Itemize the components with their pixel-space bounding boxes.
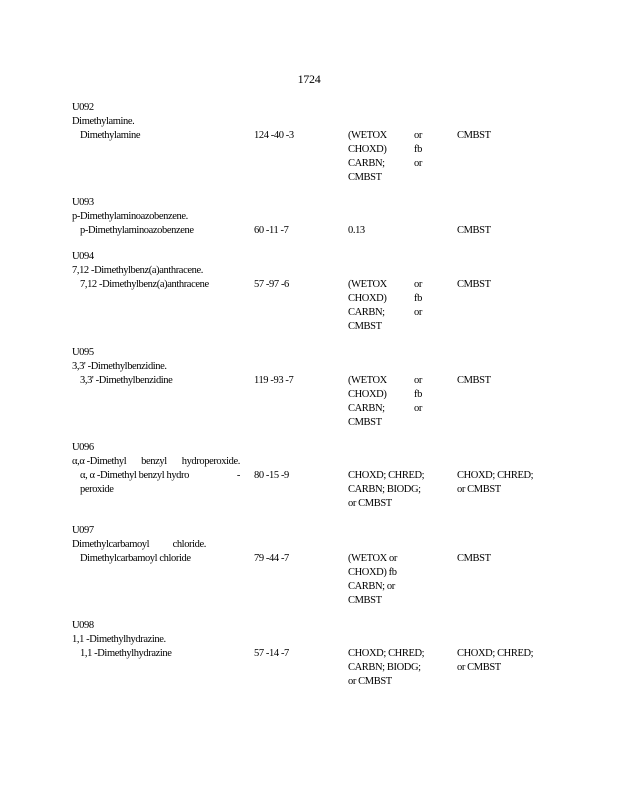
waste-code: U097 xyxy=(72,525,94,536)
wastewater-standard xyxy=(348,469,425,511)
chemical-name-line-1: 7,12 -Dimethylbenz(a)anthracene xyxy=(80,279,209,290)
chemical-heading: 3,3' -Dimethylbenzidine. xyxy=(72,361,167,372)
chemical-heading: Dimethylamine. xyxy=(72,116,135,127)
nonwastewater-line-1: CMBST xyxy=(457,225,491,236)
wastewater-line-2 xyxy=(348,292,422,306)
chemical-name xyxy=(80,374,172,388)
wastewater-line-3: CARBN; or xyxy=(348,581,395,592)
wastewater-line-1-part-2: or xyxy=(414,375,422,386)
wastewater-standard xyxy=(348,374,422,430)
waste-entry-u092 xyxy=(72,101,572,183)
wastewater-line-4: CMBST xyxy=(348,172,382,183)
chemical-heading: 7,12 -Dimethylbenz(a)anthracene. xyxy=(72,265,203,276)
chemical-name-part-1: α, α -Dimethyl benzyl hydro xyxy=(80,470,189,481)
chemical-name xyxy=(80,278,209,292)
cas-number: 57 -14 -7 xyxy=(254,648,289,659)
wastewater-line-3-part-1: CARBN; xyxy=(348,403,385,414)
wastewater-standard xyxy=(348,278,422,334)
nonwastewater-standard xyxy=(457,552,547,566)
wastewater-line-3: or CMBST xyxy=(348,498,392,509)
wastewater-line-3 xyxy=(348,157,422,171)
treatment-row xyxy=(72,647,572,687)
cas-number: 80 -15 -9 xyxy=(254,470,289,481)
waste-entry-u097 xyxy=(72,524,572,606)
chemical-heading-part-2: benzyl xyxy=(141,456,167,467)
wastewater-line-1: 0.13 xyxy=(348,225,365,236)
wastewater-line-2-part-2: fb xyxy=(414,293,422,304)
chemical-heading: p-Dimethylaminoazobenzene. xyxy=(72,211,188,222)
chemical-heading: 1,1 -Dimethylhydrazine. xyxy=(72,634,166,645)
cas-number: 119 -93 -7 xyxy=(254,375,294,386)
waste-entry-u095 xyxy=(72,346,572,428)
nonwastewater-standard xyxy=(457,374,547,388)
nonwastewater-line-2: or CMBST xyxy=(457,484,501,495)
wastewater-line-2: CARBN; BIODG; xyxy=(348,484,421,495)
chemical-heading-part-3: hydroperoxide. xyxy=(181,456,240,467)
nonwastewater-line-1: CMBST xyxy=(457,279,491,290)
wastewater-line-4: CMBST xyxy=(348,321,382,332)
chemical-name-part-2: - xyxy=(236,470,240,481)
wastewater-line-3-part-1: CARBN; xyxy=(348,307,385,318)
treatment-row xyxy=(72,278,572,332)
wastewater-line-3 xyxy=(348,306,422,320)
nonwastewater-line-2: or CMBST xyxy=(457,662,501,673)
nonwastewater-standard xyxy=(457,224,547,238)
wastewater-line-1-part-1: (WETOX xyxy=(348,279,387,290)
wastewater-line-2-part-1: CHOXD) xyxy=(348,293,387,304)
wastewater-line-3-part-2: or xyxy=(414,158,422,169)
wastewater-line-2: CHOXD) fb xyxy=(348,567,397,578)
wastewater-standard xyxy=(348,552,422,608)
chemical-name-line-1: 3,3' -Dimethylbenzidine xyxy=(80,375,173,386)
waste-code: U094 xyxy=(72,251,94,262)
wastewater-standard xyxy=(348,647,425,689)
wastewater-line-1: (WETOX or xyxy=(348,553,397,564)
wastewater-standard xyxy=(348,224,422,238)
wastewater-line-1-part-2: or xyxy=(414,279,422,290)
nonwastewater-line-1: CMBST xyxy=(457,553,491,564)
chemical-name xyxy=(80,129,140,143)
chemical-name-line-1: Dimethylcarbamoyl chloride xyxy=(80,553,191,564)
chemical-name-line-2: peroxide xyxy=(80,484,114,495)
waste-entry-u096 xyxy=(72,441,572,509)
wastewater-line-3-part-1: CARBN; xyxy=(348,158,385,169)
waste-code: U093 xyxy=(72,197,94,208)
waste-code: U098 xyxy=(72,620,94,631)
chemical-heading-part-2: chloride. xyxy=(172,539,206,550)
nonwastewater-standard xyxy=(457,647,547,675)
waste-code: U096 xyxy=(72,442,94,453)
chemical-name xyxy=(80,552,191,566)
nonwastewater-line-1: CMBST xyxy=(457,375,491,386)
chemical-name-line-1: 1,1 -Dimethylhydrazine xyxy=(80,648,172,659)
chemical-name xyxy=(80,469,240,497)
nonwastewater-line-1: CMBST xyxy=(457,130,491,141)
wastewater-line-3: or CMBST xyxy=(348,676,392,687)
cas-number: 60 -11 -7 xyxy=(254,225,289,236)
wastewater-line-1 xyxy=(348,278,422,292)
waste-entry-u093 xyxy=(72,196,572,238)
cas-number: 79 -44 -7 xyxy=(254,553,289,564)
wastewater-line-1: CHOXD; CHRED; xyxy=(348,648,425,659)
wastewater-line-1 xyxy=(348,374,422,388)
wastewater-line-1-part-1: (WETOX xyxy=(348,130,387,141)
treatment-row xyxy=(72,129,572,183)
treatment-row xyxy=(72,224,572,238)
nonwastewater-standard xyxy=(457,278,547,292)
cas-number: 124 -40 -3 xyxy=(254,130,294,141)
wastewater-line-4: CMBST xyxy=(348,417,382,428)
wastewater-line-2: CARBN; BIODG; xyxy=(348,662,421,673)
nonwastewater-line-1: CHOXD; CHRED; xyxy=(457,470,534,481)
wastewater-line-2-part-2: fb xyxy=(414,144,422,155)
chemical-name xyxy=(80,647,172,661)
wastewater-line-1-part-1: (WETOX xyxy=(348,375,387,386)
wastewater-line-1: CHOXD; CHRED; xyxy=(348,470,425,481)
waste-code: U095 xyxy=(72,347,94,358)
cas-number: 57 -97 -6 xyxy=(254,279,289,290)
treatment-row xyxy=(72,552,572,606)
chemical-heading-part-1: Dimethylcarbamoyl xyxy=(72,539,150,550)
wastewater-line-3-part-2: or xyxy=(414,307,422,318)
chemical-name-line-1: p-Dimethylaminoazobenzene xyxy=(80,225,194,236)
treatment-row xyxy=(72,374,572,428)
chemical-name-line-1 xyxy=(80,469,240,483)
wastewater-line-1-part-2: or xyxy=(414,130,422,141)
nonwastewater-standard xyxy=(457,469,547,497)
wastewater-line-3 xyxy=(348,402,422,416)
wastewater-standard xyxy=(348,129,422,185)
chemical-heading xyxy=(72,455,240,469)
waste-code: U092 xyxy=(72,102,94,113)
chemical-heading-part-1: α,α -Dimethyl xyxy=(72,456,127,467)
wastewater-line-2-part-2: fb xyxy=(414,389,422,400)
wastewater-line-2-part-1: CHOXD) xyxy=(348,389,387,400)
waste-entry-u094 xyxy=(72,250,572,332)
wastewater-line-4: CMBST xyxy=(348,595,382,606)
wastewater-line-1 xyxy=(348,129,422,143)
wastewater-line-2 xyxy=(348,143,422,157)
treatment-row xyxy=(72,469,572,509)
chemical-name xyxy=(80,224,194,238)
wastewater-line-2-part-1: CHOXD) xyxy=(348,144,387,155)
wastewater-line-3-part-2: or xyxy=(414,403,422,414)
nonwastewater-standard xyxy=(457,129,547,143)
chemical-heading xyxy=(72,538,206,552)
chemical-name-line-1: Dimethylamine xyxy=(80,130,141,141)
page-number: 1724 xyxy=(297,72,321,86)
wastewater-line-2 xyxy=(348,388,422,402)
waste-entry-u098 xyxy=(72,619,572,687)
nonwastewater-line-1: CHOXD; CHRED; xyxy=(457,648,534,659)
